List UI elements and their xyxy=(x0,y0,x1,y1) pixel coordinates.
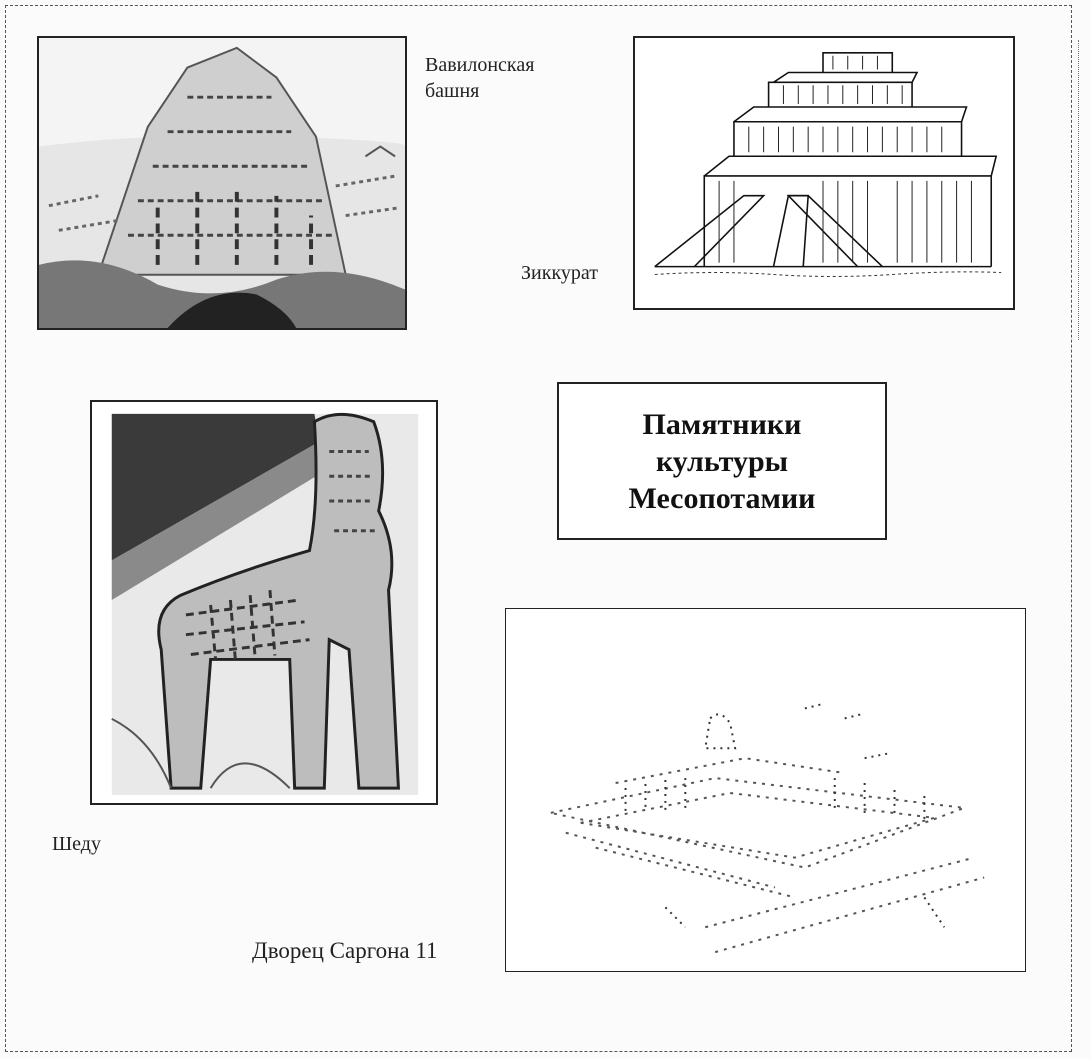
sargon-palace-image xyxy=(505,608,1026,972)
babel-tower-caption xyxy=(425,52,534,104)
margin-rule xyxy=(1078,40,1079,340)
ziggurat-image xyxy=(633,36,1015,310)
title-line: культуры xyxy=(655,444,789,478)
caption-line: Зиккурат xyxy=(521,262,598,284)
babel-tower-image xyxy=(37,36,407,330)
ziggurat-caption xyxy=(521,260,598,286)
title-line: Месопотамии xyxy=(628,481,816,515)
title-line: Памятники xyxy=(642,407,802,441)
caption-line: башня xyxy=(425,80,480,102)
shedu-image xyxy=(90,400,438,805)
sargon-palace-caption xyxy=(252,936,437,966)
caption-line: Шеду xyxy=(52,833,101,855)
caption-line: Вавилонская xyxy=(425,54,535,76)
caption-line: Дворец Саргона 11 xyxy=(252,938,438,963)
shedu-caption xyxy=(52,831,101,857)
title-box xyxy=(557,382,887,540)
